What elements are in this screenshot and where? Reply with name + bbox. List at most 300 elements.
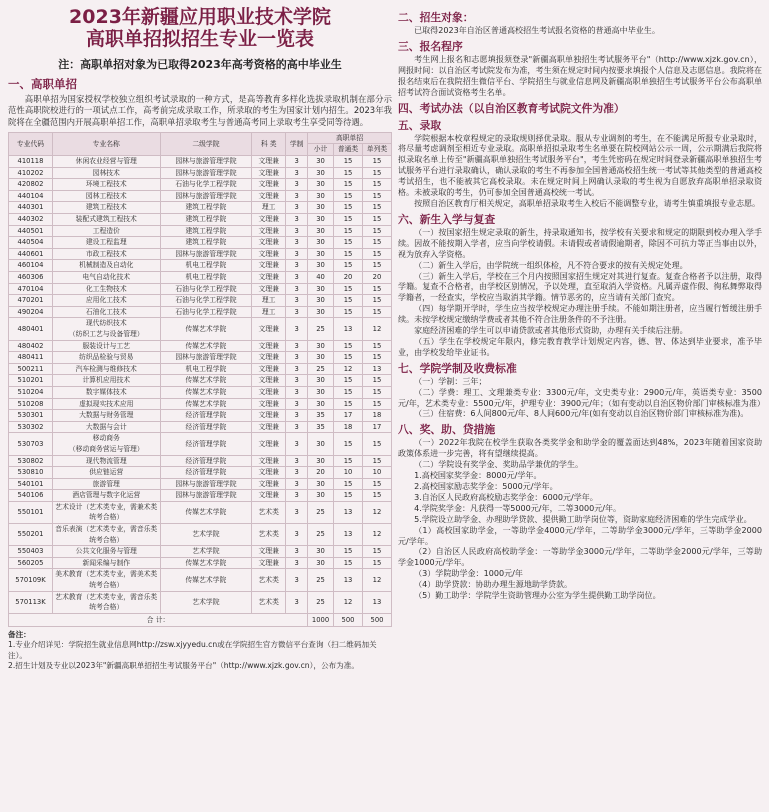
- cell-general: 17: [334, 410, 363, 422]
- cell-general: 15: [334, 557, 363, 569]
- cell-name: 现代纺织技术 （纺织工艺与设备管理）: [52, 318, 160, 340]
- cell-college: 艺术学院: [160, 524, 252, 546]
- cell-years: 3: [286, 569, 308, 591]
- section-paragraph: （二）学费：理工、文理兼类专业：3300元/年，文史类专业：2900元/年，英语类专业：3500元/年，艺术类专业：5500元/年，护理专业：3900元/年；（如有变动以自治区物价部门审核标准为准）: [398, 387, 765, 408]
- cell-separate: 13: [362, 591, 391, 613]
- col-header-general: 普通类: [334, 144, 363, 156]
- cell-name: 音乐表演（艺术类专业，需音乐类统考合格）: [52, 524, 160, 546]
- cell-years: 3: [286, 340, 308, 352]
- cell-subtotal: 30: [308, 340, 334, 352]
- cell-name: 市政工程技术: [52, 248, 160, 260]
- cell-subject: 艺术类: [252, 501, 286, 523]
- cell-subtotal: 25: [308, 569, 334, 591]
- cell-subtotal: 20: [308, 467, 334, 479]
- cell-subject: 理工: [252, 202, 286, 214]
- list-item: 3.自治区人民政府高校励志奖学金：6000元/学年。: [414, 492, 598, 502]
- cell-code: 440601: [9, 248, 53, 260]
- footnotes: [8, 630, 392, 672]
- cell-name: 艺术教育（艺术类专业，需音乐类统考合格）: [52, 591, 160, 613]
- cell-subject: 文理兼: [252, 398, 286, 410]
- table-row: [9, 283, 392, 295]
- cell-general: 15: [334, 375, 363, 387]
- cell-separate: 15: [362, 398, 391, 410]
- cell-code: 460104: [9, 260, 53, 272]
- table-row: [9, 225, 392, 237]
- cell-general: 15: [334, 248, 363, 260]
- cell-general: 13: [334, 318, 363, 340]
- cell-separate: 15: [362, 455, 391, 467]
- cell-years: 3: [286, 156, 308, 168]
- list-item: 1.高校国家奖学金：8000元/学年。: [414, 471, 542, 481]
- cell-separate: 15: [362, 214, 391, 226]
- cell-subject: 文理兼: [252, 260, 286, 272]
- cell-separate: 15: [362, 179, 391, 191]
- cell-code: 490204: [9, 306, 53, 318]
- table-row: [9, 591, 392, 613]
- list-item: （2）自治区人民政府高校助学金：一等助学金3000元/学年，二等助学金2000元/学年，三等助学金1000元/学年。: [398, 547, 762, 568]
- cell-name: 装配式建筑工程技术: [52, 214, 160, 226]
- cell-general: 20: [334, 272, 363, 284]
- cell-subtotal: 30: [308, 295, 334, 307]
- section-paragraph: （四）每学期开学时，学生应当按学校规定办理注册手续。不能如期注册者，应当履行暂缓注册手续。未按学校规定缴纳学费或者其他不符合注册条件的不予注册。: [398, 304, 762, 325]
- cell-years: 3: [286, 398, 308, 410]
- table-row: [9, 490, 392, 502]
- cell-college: 园林与旅游管理学院: [160, 490, 252, 502]
- cell-name: 大数据与会计: [52, 421, 160, 433]
- cell-name: 应用化工技术: [52, 295, 160, 307]
- cell-name: 汽车检测与维修技术: [52, 363, 160, 375]
- cell-separate: 15: [362, 557, 391, 569]
- table-row: [9, 410, 392, 422]
- cell-separate: 15: [362, 375, 391, 387]
- list-item: 2.高校国家励志奖学金：5000元/学年。: [414, 482, 558, 491]
- cell-separate: 15: [362, 260, 391, 272]
- cell-name: 现代物流管理: [52, 455, 160, 467]
- cell-general: 15: [334, 179, 363, 191]
- total-label: 合 计：: [9, 613, 308, 626]
- table-row: [9, 363, 392, 375]
- cell-name: 工程造价: [52, 225, 160, 237]
- cell-name: 石油化工技术: [52, 306, 160, 318]
- cell-subtotal: 30: [308, 167, 334, 179]
- cell-subtotal: 30: [308, 375, 334, 387]
- cell-name: 环境工程技术: [52, 179, 160, 191]
- cell-code: 550101: [9, 501, 53, 523]
- col-header-subject: 科 类: [252, 132, 286, 155]
- cell-college: 传媒艺术学院: [160, 318, 252, 340]
- table-row: [9, 375, 392, 387]
- cell-general: 15: [334, 386, 363, 398]
- cell-name: 园林技术: [52, 167, 160, 179]
- cell-years: 3: [286, 546, 308, 558]
- cell-code: 530802: [9, 455, 53, 467]
- cell-subject: 文理兼: [252, 225, 286, 237]
- cell-general: 15: [334, 352, 363, 364]
- cell-subtotal: 30: [308, 237, 334, 249]
- cell-subject: 文理兼: [252, 340, 286, 352]
- cell-subtotal: 30: [308, 190, 334, 202]
- cell-subject: 艺术类: [252, 591, 286, 613]
- cell-general: 15: [334, 490, 363, 502]
- cell-general: 15: [334, 546, 363, 558]
- section-heading: 二、招生对象：: [398, 11, 474, 24]
- cell-college: 建筑工程学院: [160, 237, 252, 249]
- cell-subtotal: 30: [308, 214, 334, 226]
- cell-name: 数字媒体技术: [52, 386, 160, 398]
- cell-separate: 20: [362, 272, 391, 284]
- cell-name: 虚拟现实技术应用: [52, 398, 160, 410]
- table-row: [9, 352, 392, 364]
- table-row: [9, 237, 392, 249]
- table-row: [9, 386, 392, 398]
- cell-subject: 理工: [252, 295, 286, 307]
- footnote-title: 备注：: [8, 629, 31, 639]
- cell-name: 化工生物技术: [52, 283, 160, 295]
- majors-table: [8, 132, 392, 627]
- cell-code: 470201: [9, 295, 53, 307]
- cell-separate: 10: [362, 467, 391, 479]
- table-row: [9, 340, 392, 352]
- col-header-separate: 单列类: [362, 144, 391, 156]
- cell-subtotal: 25: [308, 318, 334, 340]
- cell-general: 15: [334, 478, 363, 490]
- cell-name: 休闲农业经营与管理: [52, 156, 160, 168]
- cell-general: 13: [334, 501, 363, 523]
- table-row: [9, 318, 392, 340]
- section-heading: 四、考试办法（以自治区教育考试院文件为准）: [398, 101, 625, 115]
- cell-subtotal: 35: [308, 421, 334, 433]
- table-row: [9, 433, 392, 455]
- cell-years: 3: [286, 501, 308, 523]
- cell-college: 艺术学院: [160, 546, 252, 558]
- cell-code: 550403: [9, 546, 53, 558]
- cell-subject: 文理兼: [252, 179, 286, 191]
- cell-college: 建筑工程学院: [160, 214, 252, 226]
- cell-subject: 文理兼: [252, 363, 286, 375]
- table-row: [9, 306, 392, 318]
- col-header-name: 专业名称: [52, 132, 160, 155]
- cell-college: 传媒艺术学院: [160, 501, 252, 523]
- cell-separate: 15: [362, 386, 391, 398]
- cell-years: 3: [286, 225, 308, 237]
- cell-separate: 15: [362, 225, 391, 237]
- cell-subject: 文理兼: [252, 421, 286, 433]
- cell-subtotal: 30: [308, 386, 334, 398]
- cell-college: 石油与化学工程学院: [160, 306, 252, 318]
- table-row: [9, 295, 392, 307]
- cell-subtotal: 30: [308, 225, 334, 237]
- table-row: [9, 214, 392, 226]
- cell-name: 移动商务 （移动商务营运与管理）: [52, 433, 160, 455]
- table-row: [9, 398, 392, 410]
- total-subtotal: 1000: [308, 613, 334, 626]
- cell-code: 470104: [9, 283, 53, 295]
- footnote-1: 1.专业介绍详见：学院招生就业信息网http://zsw.xjyyedu.cn或在学院招生官方微信平台查询（扫二维码加关注）。: [8, 640, 377, 660]
- cell-years: 3: [286, 214, 308, 226]
- cell-subtotal: 30: [308, 557, 334, 569]
- col-header-college: 二级学院: [160, 132, 252, 155]
- cell-subject: 文理兼: [252, 272, 286, 284]
- cell-code: 480401: [9, 318, 53, 340]
- cell-subtotal: 30: [308, 352, 334, 364]
- cell-code: 480411: [9, 352, 53, 364]
- cell-code: 500211: [9, 363, 53, 375]
- cell-separate: 17: [362, 421, 391, 433]
- section-paragraph: 学院根据本校章程规定的录取规则择优录取。服从专业调剂的考生，在不能满足所报专业录取时，将尽量考虑调剂至相近专业录取。高职单招拟录取考生名单要在院校网站公示一周，公示期满后我院将拟录取名单上传至"新疆高职单独招生考试服务平台"，考生凭密码在规定时间登录新疆高职单独招生考试服务平台进行录取确认，确认录取的考生不再参加全国普通高校招生统一考试等其他类型的普通高校考试招生，也不能被其它高校录取。未在规定时间上网确认录取的考生视为自愿放弃高职单招录取资格。未被录取的考生，仍可参加全国普通高校统一考试。: [398, 133, 762, 198]
- cell-name: 美术教育（艺术类专业，需美术类统考合格）: [52, 569, 160, 591]
- cell-college: 园林与旅游管理学院: [160, 156, 252, 168]
- section-paragraph: 考生网上报名和志愿填报须登录"新疆高职单独招生考试服务平台"（http://www.xjzk.gov.cn），网报时间：以自治区考试院发布为准，考生须在规定时间内按要求填报个人信息及志愿信息。我院将在报名结束后在我院招生微信平台、学院招生与就业信息网及新疆高职单独招生考试服务平台公布高职单招考试符合面试资格考生名单。: [398, 54, 762, 97]
- cell-separate: 15: [362, 283, 391, 295]
- section-paragraph: 已取得2023年自治区普通高校招生考试报名资格的普通高中毕业生。: [414, 26, 660, 35]
- cell-subject: 文理兼: [252, 410, 286, 422]
- table-row: [9, 190, 392, 202]
- cell-years: 3: [286, 318, 308, 340]
- cell-years: 3: [286, 306, 308, 318]
- cell-code: 410202: [9, 167, 53, 179]
- cell-code: 510201: [9, 375, 53, 387]
- cell-subject: 文理兼: [252, 467, 286, 479]
- cell-general: 15: [334, 306, 363, 318]
- cell-years: 3: [286, 455, 308, 467]
- cell-subject: 理工: [252, 306, 286, 318]
- cell-college: 园林与旅游管理学院: [160, 167, 252, 179]
- cell-years: 3: [286, 272, 308, 284]
- section-paragraph: 按照自治区教育厅相关规定，高职单招录取考生入校后不能调整专业，请考生慎重填报专业志愿。: [414, 198, 761, 208]
- cell-separate: 15: [362, 340, 391, 352]
- cell-subtotal: 30: [308, 478, 334, 490]
- cell-subtotal: 30: [308, 248, 334, 260]
- cell-separate: 18: [362, 410, 391, 422]
- majors-table-body: [9, 156, 392, 614]
- cell-subtotal: 30: [308, 283, 334, 295]
- cell-subject: 文理兼: [252, 490, 286, 502]
- cell-college: 经济管理学院: [160, 433, 252, 455]
- cell-general: 15: [334, 237, 363, 249]
- cell-college: 园林与旅游管理学院: [160, 248, 252, 260]
- cell-subtotal: 25: [308, 524, 334, 546]
- table-row: [9, 557, 392, 569]
- cell-years: 3: [286, 237, 308, 249]
- cell-name: 机械制造及自动化: [52, 260, 160, 272]
- cell-subject: 文理兼: [252, 214, 286, 226]
- cell-subject: 文理兼: [252, 557, 286, 569]
- list-item: （1）高校国家助学金，一等助学金4000元/学年，二等助学金3000元/学年，三等助学金2000元/学年。: [398, 525, 762, 546]
- cell-separate: 15: [362, 167, 391, 179]
- cell-code: 510204: [9, 386, 53, 398]
- cell-years: 3: [286, 167, 308, 179]
- cell-separate: 15: [362, 248, 391, 260]
- cell-name: 大数据与财务管理: [52, 410, 160, 422]
- section-paragraph: 家庭经济困难的学生可以申请贷款或者其他形式资助，办理有关手续后注册。: [414, 326, 688, 336]
- cell-code: 420802: [9, 179, 53, 191]
- cell-years: 3: [286, 557, 308, 569]
- col-header-plan: 高职单招: [308, 132, 392, 144]
- cell-college: 石油与化学工程学院: [160, 283, 252, 295]
- cell-general: 10: [334, 467, 363, 479]
- table-row: [9, 421, 392, 433]
- cell-years: 3: [286, 260, 308, 272]
- table-row: [9, 524, 392, 546]
- cell-name: 建设工程监理: [52, 237, 160, 249]
- section-heading: 七、学院学制及收费标准: [398, 361, 517, 375]
- cell-subject: 文理兼: [252, 167, 286, 179]
- cell-separate: 15: [362, 478, 391, 490]
- cell-subtotal: 30: [308, 433, 334, 455]
- cell-code: 510208: [9, 398, 53, 410]
- section-paragraph: （三）住宿费：6人间800元/年、8人间600元/年(如有变动以自治区物价部门审核标准为准)。: [414, 409, 749, 419]
- cell-college: 传媒艺术学院: [160, 569, 252, 591]
- cell-separate: 15: [362, 202, 391, 214]
- cell-code: 550201: [9, 524, 53, 546]
- cell-subject: 文理兼: [252, 352, 286, 364]
- cell-code: 440104: [9, 190, 53, 202]
- table-row: [9, 202, 392, 214]
- cell-general: 15: [334, 156, 363, 168]
- section-paragraph: 高职单招为国家授权学校独立组织考试录取的一种方式，是高等教育多样化选拔录取机制在部分示范性高职院校进行的一项试点工作，高考前完成录取工作，所录取的考生为国家计划内招生。2023年我院将在全疆范围内开展高职单招工作，高职单招录取考生与普通高考同上录取考生享受同等待遇。: [8, 94, 392, 127]
- cell-years: 3: [286, 478, 308, 490]
- cell-subject: 文理兼: [252, 318, 286, 340]
- cell-college: 机电工程学院: [160, 272, 252, 284]
- cell-code: 530810: [9, 467, 53, 479]
- cell-college: 园林与旅游管理学院: [160, 352, 252, 364]
- cell-name: 公共文化服务与管理: [52, 546, 160, 558]
- cell-subtotal: 40: [308, 272, 334, 284]
- cell-years: 3: [286, 524, 308, 546]
- cell-separate: 12: [362, 318, 391, 340]
- section-paragraph: （二）新生入学后，由学院统一组织体检，凡不符合要求的按有关规定处理。: [414, 260, 688, 270]
- list-item: （4）助学贷款：协助办理生源地助学贷款。: [414, 580, 573, 590]
- cell-college: 园林与旅游管理学院: [160, 478, 252, 490]
- cell-general: 13: [334, 569, 363, 591]
- cell-general: 15: [334, 202, 363, 214]
- cell-college: 石油与化学工程学院: [160, 295, 252, 307]
- cell-college: 传媒艺术学院: [160, 340, 252, 352]
- list-item: 4.学院奖学金：凡获得一等5000元/年，二等3000元/年。: [414, 503, 622, 513]
- cell-subject: 文理兼: [252, 386, 286, 398]
- cell-code: 440301: [9, 202, 53, 214]
- table-row: [9, 272, 392, 284]
- cell-years: 3: [286, 490, 308, 502]
- section-paragraph: （一）2022年我院在校学生获取各类奖学金和助学金的覆盖面达到48%，2023年随着国家资助政策体系进一步完善，将有望继续提高。: [398, 438, 762, 459]
- cell-subtotal: 25: [308, 363, 334, 375]
- cell-code: 460306: [9, 272, 53, 284]
- cell-separate: 15: [362, 352, 391, 364]
- col-header-code: 专业代码: [9, 132, 53, 155]
- section-heading: 五、录取: [398, 118, 442, 132]
- cell-separate: 15: [362, 433, 391, 455]
- cell-subtotal: 30: [308, 179, 334, 191]
- right-column: [398, 8, 765, 602]
- cell-name: 计算机应用技术: [52, 375, 160, 387]
- cell-years: 3: [286, 248, 308, 260]
- page-subtitle: 高职单招拟招生专业一览表: [85, 28, 314, 50]
- cell-name: 电气自动化技术: [52, 272, 160, 284]
- list-item: （3）学院助学金：1000元/年: [414, 569, 523, 579]
- cell-separate: 15: [362, 546, 391, 558]
- cell-subtotal: 30: [308, 490, 334, 502]
- cell-general: 18: [334, 421, 363, 433]
- cell-separate: 12: [362, 569, 391, 591]
- cell-separate: 15: [362, 190, 391, 202]
- cell-subject: 文理兼: [252, 190, 286, 202]
- table-row: [9, 248, 392, 260]
- cell-code: 570109K: [9, 569, 53, 591]
- cell-general: 15: [334, 283, 363, 295]
- cell-college: 传媒艺术学院: [160, 557, 252, 569]
- cell-subtotal: 25: [308, 591, 334, 613]
- cell-subject: 文理兼: [252, 478, 286, 490]
- cell-years: 3: [286, 202, 308, 214]
- cell-code: 570113K: [9, 591, 53, 613]
- col-header-years: 学制: [286, 132, 308, 155]
- cell-college: 传媒艺术学院: [160, 386, 252, 398]
- cell-subtotal: 30: [308, 546, 334, 558]
- table-row: [9, 179, 392, 191]
- cell-code: 440302: [9, 214, 53, 226]
- cell-years: 3: [286, 386, 308, 398]
- cell-separate: 12: [362, 501, 391, 523]
- cell-years: 3: [286, 295, 308, 307]
- cell-subject: 文理兼: [252, 237, 286, 249]
- cell-separate: 12: [362, 524, 391, 546]
- cell-general: 15: [334, 214, 363, 226]
- cell-college: 建筑工程学院: [160, 202, 252, 214]
- cell-general: 15: [334, 433, 363, 455]
- table-row: [9, 467, 392, 479]
- cell-general: 13: [334, 524, 363, 546]
- cell-name: 酒店管理与数字化运营: [52, 490, 160, 502]
- cell-subject: 艺术类: [252, 569, 286, 591]
- cell-college: 经济管理学院: [160, 410, 252, 422]
- cell-separate: 15: [362, 295, 391, 307]
- cell-subject: 文理兼: [252, 248, 286, 260]
- cell-subtotal: 30: [308, 156, 334, 168]
- cell-subtotal: 30: [308, 398, 334, 410]
- cell-subject: 文理兼: [252, 375, 286, 387]
- list-item: （5）勤工助学：学院学生资助管理办公室为学生提供勤工助学岗位。: [414, 591, 661, 601]
- cell-general: 15: [334, 455, 363, 467]
- cell-college: 传媒艺术学院: [160, 398, 252, 410]
- cell-college: 传媒艺术学院: [160, 375, 252, 387]
- footnote-2: 2.招生计划及专业以2023年"新疆高职单招招生考试服务平台"（http://www.xjzk.gov.cn），公布为准。: [8, 661, 359, 671]
- cell-subject: 文理兼: [252, 433, 286, 455]
- cell-subject: 文理兼: [252, 156, 286, 168]
- section-paragraph: 5.学院设立助学金、办理助学贷款、提供勤工助学岗位等，资助家庭经济困难的学生完成学业。: [414, 514, 752, 524]
- cell-years: 3: [286, 352, 308, 364]
- cell-college: 机电工程学院: [160, 363, 252, 375]
- table-row: [9, 260, 392, 272]
- cell-subtotal: 30: [308, 202, 334, 214]
- eligibility-note: 注：高职单招对象为已取得2023年高考资格的高中毕业生: [58, 58, 342, 71]
- cell-code: 530703: [9, 433, 53, 455]
- cell-general: 15: [334, 340, 363, 352]
- cell-years: 3: [286, 421, 308, 433]
- cell-name: 旅游管理: [52, 478, 160, 490]
- left-column: [8, 6, 392, 672]
- section-paragraph: （一）学制：三年；: [414, 376, 487, 386]
- cell-years: 3: [286, 363, 308, 375]
- cell-general: 15: [334, 190, 363, 202]
- total-row: [9, 613, 392, 626]
- cell-name: 园林工程技术: [52, 190, 160, 202]
- table-row: [9, 501, 392, 523]
- cell-years: 3: [286, 375, 308, 387]
- section-heading: 六、新生入学与复查: [398, 212, 496, 226]
- cell-separate: 15: [362, 156, 391, 168]
- table-row: [9, 167, 392, 179]
- section-paragraph: （一）按国家招生规定录取的新生，持录取通知书，按学校有关要求和规定的期限到校办理入学手续。因故不能按期入学者，应当向学校请假。未请假或者请假逾期者，除因不可抗力等正当事由以外，视为放弃入学资格。: [398, 227, 762, 259]
